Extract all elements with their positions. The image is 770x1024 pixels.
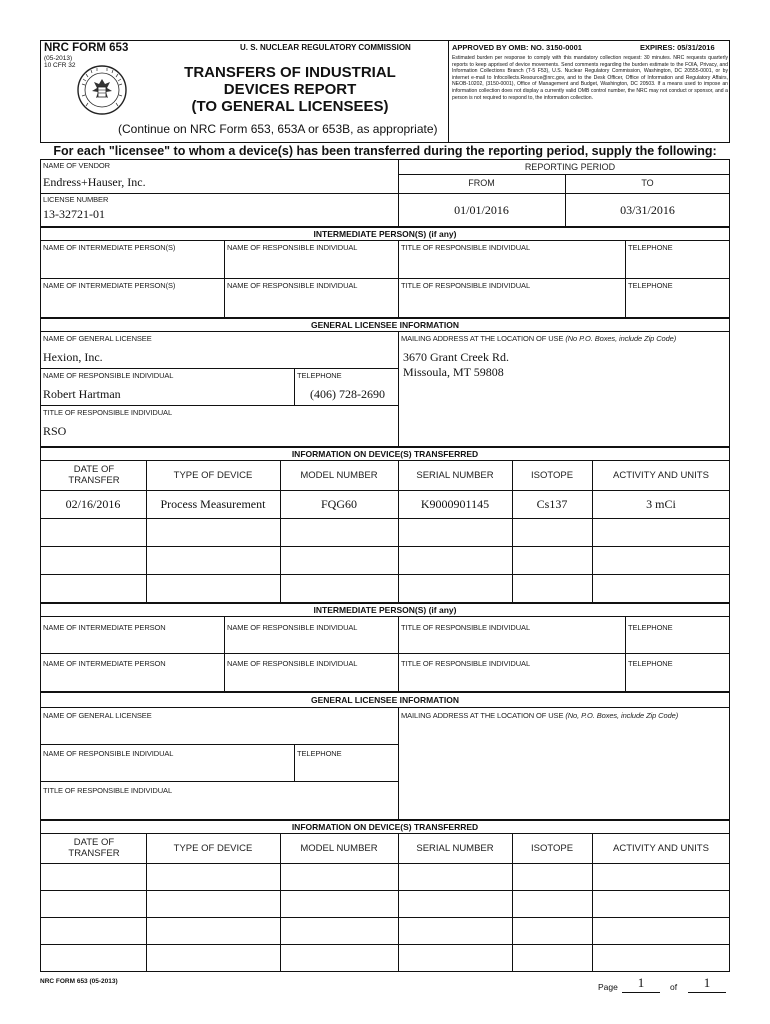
general-header-2: GENERAL LICENSEE INFORMATION <box>311 695 459 705</box>
int1-phone-label-a: TELEPHONE <box>628 243 673 252</box>
devices-header-2: INFORMATION ON DEVICE(S) TRANSFERRED <box>291 822 479 832</box>
int2-title-label-b: TITLE OF RESPONSIBLE INDIVIDUAL <box>401 659 531 668</box>
form-title-line3: (TO GENERAL LICENSEES) <box>191 98 389 115</box>
dev2-col-serial: SERIAL NUMBER <box>416 843 494 854</box>
int2-phone-label-a: TELEPHONE <box>628 623 673 632</box>
gl2-mailing-note: (No, P.O. Boxes, include Zip Code) <box>565 711 679 720</box>
dev2-col-date: DATE OF TRANSFER <box>68 837 120 859</box>
reporting-period-label: REPORTING PERIOD <box>524 162 616 172</box>
from-label: FROM <box>468 178 495 188</box>
dev2-col-activity: ACTIVITY AND UNITS <box>613 843 709 854</box>
gl1-mailing-label <box>401 334 676 343</box>
form-cfr: 10 CFR 32 <box>44 62 76 69</box>
gl1-address-line2[interactable]: Missoula, MT 59808 <box>403 365 504 379</box>
page-total[interactable]: 1 <box>688 976 726 993</box>
instruction-text: For each "licensee" to whom a device(s) has been transferred during the reporting period, supply the following: <box>53 144 717 158</box>
dev1-col-model: MODEL NUMBER <box>300 470 378 481</box>
gl1-title-label: TITLE OF RESPONSIBLE INDIVIDUAL <box>43 408 173 417</box>
device-model[interactable]: FQG60 <box>320 497 357 511</box>
device-serial[interactable]: K9000901145 <box>420 497 490 511</box>
int1-resp-label-b: NAME OF RESPONSIBLE INDIVIDUAL <box>227 281 358 290</box>
int2-resp-label-a: NAME OF RESPONSIBLE INDIVIDUAL <box>227 623 358 632</box>
form-title-line1: TRANSFERS OF INDUSTRIAL <box>184 64 396 81</box>
int2-phone-label-b: TELEPHONE <box>628 659 673 668</box>
gl1-phone[interactable]: (406) 728-2690 <box>310 387 385 401</box>
gl2-mailing-label <box>401 711 678 720</box>
to-label: TO <box>641 178 654 188</box>
device-date[interactable]: 02/16/2016 <box>65 497 121 511</box>
form-number: NRC FORM 653 <box>44 42 129 54</box>
gl2-title-label: TITLE OF RESPONSIBLE INDIVIDUAL <box>43 786 173 795</box>
gl1-title[interactable]: RSO <box>43 424 67 438</box>
form-revision: (05-2013) <box>44 55 73 62</box>
footer-form-code: NRC FORM 653 (05-2013) <box>40 978 118 985</box>
period-from[interactable]: 01/01/2016 <box>454 203 509 217</box>
gl1-resp-label: NAME OF RESPONSIBLE INDIVIDUAL <box>43 371 174 380</box>
license-number-label: LICENSE NUMBER <box>43 195 109 204</box>
nrc-seal-icon <box>76 64 128 116</box>
gl1-name[interactable]: Hexion, Inc. <box>43 350 103 364</box>
gl1-mailing-note: (No P.O. Boxes, include Zip Code) <box>565 334 677 343</box>
gl1-mailing-label-text: MAILING ADDRESS AT THE LOCATION OF USE <box>401 334 564 343</box>
int2-name-label-b: NAME OF INTERMEDIATE PERSON <box>43 659 166 668</box>
int2-resp-label-b: NAME OF RESPONSIBLE INDIVIDUAL <box>227 659 358 668</box>
device-activity[interactable]: 3 mCi <box>646 497 676 511</box>
int2-name-label-a: NAME OF INTERMEDIATE PERSON <box>43 623 166 632</box>
omb-approval: APPROVED BY OMB: NO. 3150-0001 <box>452 43 582 52</box>
gl1-phone-label: TELEPHONE <box>297 371 342 380</box>
burden-statement: Estimated burden per response to comply with this mandatory collection request: 30 minutes. NRC requests quarterly reports to keep apprised of device movements. Send comments regarding the burden estimate to the FOIA, Privacy, and Information Collections Branch (T-5 F53), U.S. Nuclear Regulatory Commission, Washington, DC 20555-0001, or by internet e-mail to Infocollects.Resource@nrc.gov, and to the Desk Officer, Office of Information and Regulatory Affairs, NEOB-10202, (3150-0001), Office of Management and Budget, Washington, DC 20503. If a means used to impose an information collection does not display a currently valid OMB control number, the NRC may not conduct or sponsor, and a person is not required to respond to, the information collection. <box>452 55 728 101</box>
vendor-name-label: NAME OF VENDOR <box>43 161 110 170</box>
dev1-col-type: TYPE OF DEVICE <box>173 470 253 481</box>
int1-title-label-b: TITLE OF RESPONSIBLE INDIVIDUAL <box>401 281 531 290</box>
gl1-resp[interactable]: Robert Hartman <box>43 387 121 401</box>
agency-name: U. S. NUCLEAR REGULATORY COMMISSION <box>240 43 411 52</box>
dev1-col-isotope: ISOTOPE <box>530 470 574 481</box>
gl2-name-label: NAME OF GENERAL LICENSEE <box>43 711 152 720</box>
period-to[interactable]: 03/31/2016 <box>620 203 675 217</box>
general-header-1: GENERAL LICENSEE INFORMATION <box>311 320 459 330</box>
vendor-name[interactable]: Endress+Hauser, Inc. <box>43 175 146 189</box>
int1-name-label-a: NAME OF INTERMEDIATE PERSON(S) <box>43 243 176 252</box>
gl1-name-label: NAME OF GENERAL LICENSEE <box>43 334 152 343</box>
dev2-col-model: MODEL NUMBER <box>300 843 378 854</box>
int1-phone-label-b: TELEPHONE <box>628 281 673 290</box>
int1-name-label-b: NAME OF INTERMEDIATE PERSON(S) <box>43 281 176 290</box>
intermediate-header-1: INTERMEDIATE PERSON(S) (if any) <box>313 229 457 239</box>
intermediate-header-2: INTERMEDIATE PERSON(S) (if any) <box>313 605 457 615</box>
license-number[interactable]: 13-32721-01 <box>43 207 105 221</box>
page-label: Page <box>598 982 618 992</box>
int1-resp-label-a: NAME OF RESPONSIBLE INDIVIDUAL <box>227 243 358 252</box>
gl2-resp-label: NAME OF RESPONSIBLE INDIVIDUAL <box>43 749 174 758</box>
dev2-col-type: TYPE OF DEVICE <box>173 843 253 854</box>
devices-header-1: INFORMATION ON DEVICE(S) TRANSFERRED <box>291 449 479 459</box>
device-type[interactable]: Process Measurement <box>160 497 266 511</box>
device-isotope[interactable]: Cs137 <box>536 497 568 511</box>
dev1-col-serial: SERIAL NUMBER <box>416 470 494 481</box>
gl1-address-line1[interactable]: 3670 Grant Creek Rd. <box>403 350 509 364</box>
page-number[interactable]: 1 <box>622 976 660 993</box>
gl2-phone-label: TELEPHONE <box>297 749 342 758</box>
of-label: of <box>670 982 678 992</box>
int1-title-label-a: TITLE OF RESPONSIBLE INDIVIDUAL <box>401 243 531 252</box>
continue-note: (Continue on NRC Form 653, 653A or 653B, as appropriate) <box>118 122 438 136</box>
form-title-line2: DEVICES REPORT <box>223 81 357 98</box>
gl2-mailing-label-text: MAILING ADDRESS AT THE LOCATION OF USE <box>401 711 564 720</box>
int2-title-label-a: TITLE OF RESPONSIBLE INDIVIDUAL <box>401 623 531 632</box>
dev1-col-date: DATE OF TRANSFER <box>68 464 120 486</box>
dev2-col-isotope: ISOTOPE <box>530 843 574 854</box>
omb-expires: EXPIRES: 05/31/2016 <box>640 43 715 52</box>
dev1-col-activity: ACTIVITY AND UNITS <box>613 470 709 481</box>
